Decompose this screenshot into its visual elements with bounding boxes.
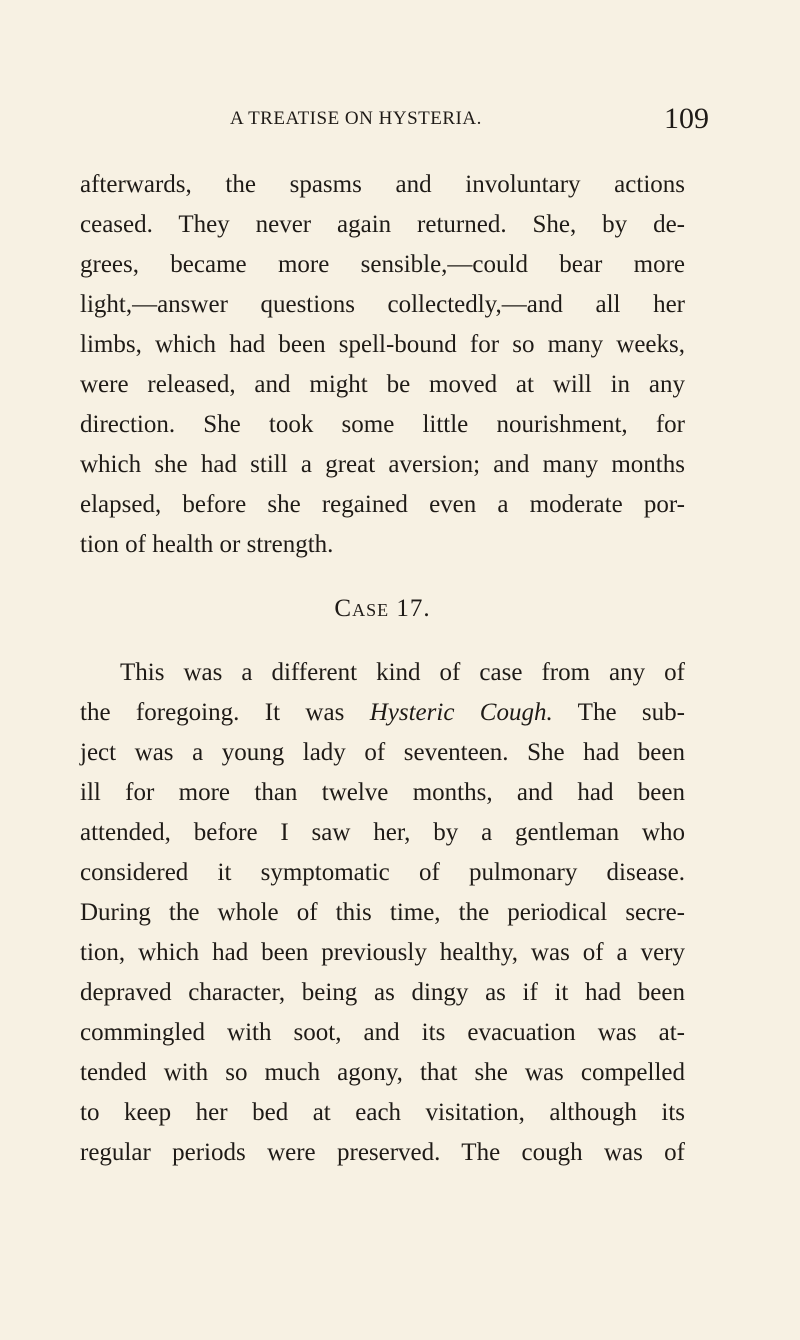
text-line: elapsed, before she regained even a moderate por- (80, 491, 685, 518)
text-line: During the whole of this time, the periodical secre- (80, 899, 685, 926)
body-text (80, 165, 685, 1173)
text-fragment: the foregoing. It was (80, 699, 370, 726)
text-line: grees, became more sensible,—could bear more (80, 251, 685, 278)
text-line: tion, which had been previously healthy, was of a very (80, 939, 685, 966)
text-line: considered it symptomatic of pulmonary disease. (80, 859, 685, 886)
text-line: regular periods were preserved. The cough was of (80, 1139, 685, 1166)
text-line (80, 693, 685, 733)
text-line: ceased. They never again returned. She, by de- (80, 211, 685, 238)
text-line: commingled with soot, and its evacuation was at- (80, 1019, 685, 1046)
text-line: tion of health or strength. (80, 531, 334, 558)
text-line: attended, before I saw her, by a gentleman who (80, 819, 685, 846)
running-head: A TREATISE ON HYSTERIA. (230, 108, 482, 129)
text-line: tended with so much agony, that she was compelled (80, 1059, 685, 1086)
text-line: were released, and might be moved at will in any (80, 371, 685, 398)
page-number: 109 (664, 102, 709, 135)
text-line: This was a different kind of case from any of (120, 659, 685, 686)
text-line: depraved character, being as dingy as if it had been (80, 979, 685, 1006)
text-line: afterwards, the spasms and involuntary actions (80, 171, 685, 198)
text-line: light,—answer questions collectedly,—and all her (80, 291, 685, 318)
case-heading-text: Case 17. (334, 595, 431, 622)
text-line: direction. She took some little nourishment, for (80, 411, 685, 438)
text-line: to keep her bed at each visitation, although its (80, 1099, 685, 1126)
text-line: ill for more than twelve months, and had been (80, 779, 685, 806)
text-line: ject was a young lady of seventeen. She had been (80, 739, 685, 766)
text-fragment: The sub- (552, 699, 685, 726)
text-line: which she had still a great aversion; and many months (80, 451, 685, 478)
case-heading (80, 589, 685, 629)
text-line: limbs, which had been spell-bound for so many weeks, (80, 331, 685, 358)
italic-term: Hysteric Cough. (369, 699, 553, 726)
